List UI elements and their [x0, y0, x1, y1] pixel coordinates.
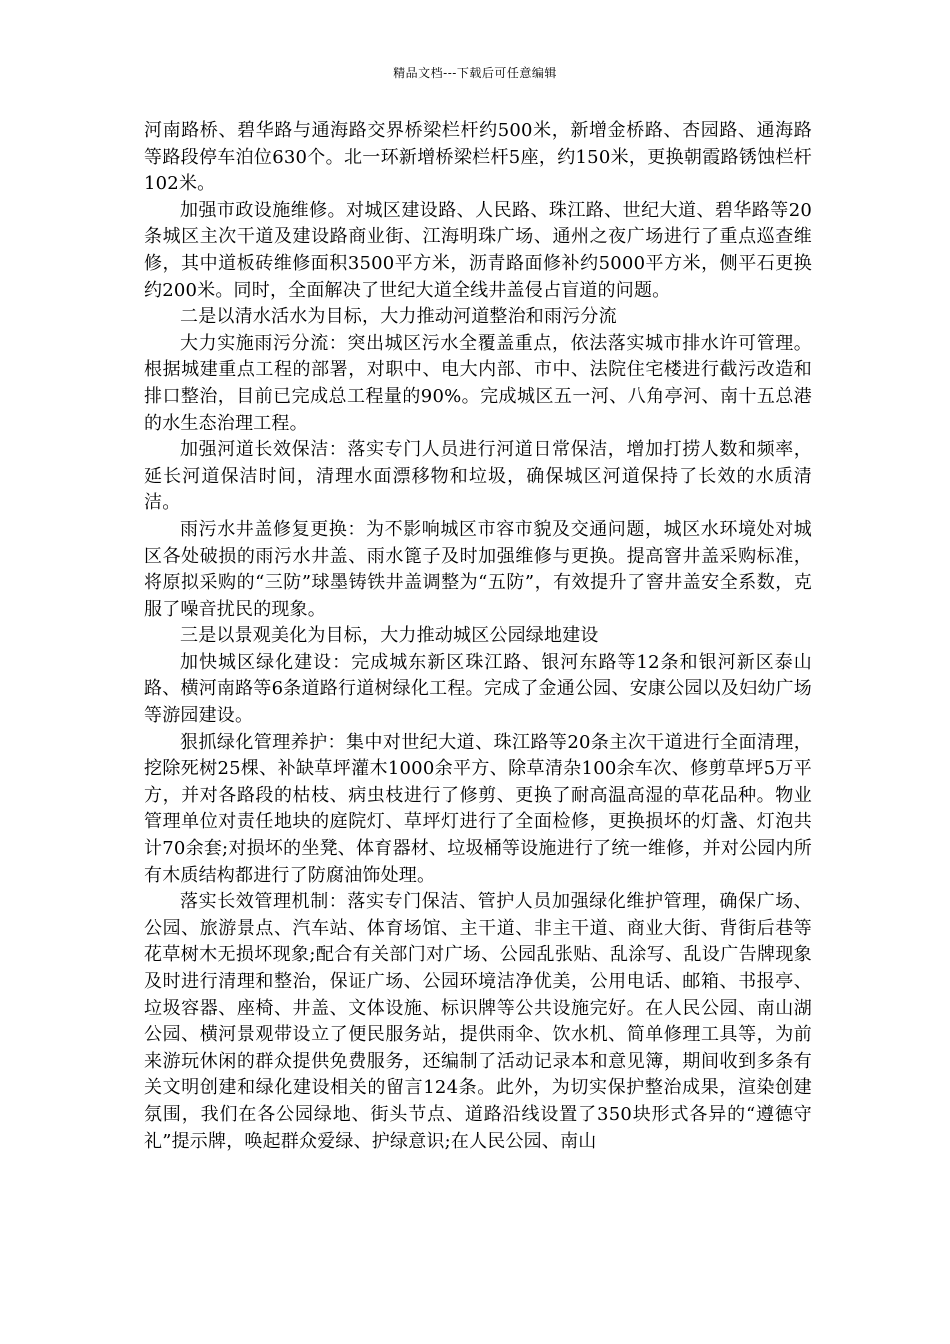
- document-body: [144, 118, 812, 1155]
- paragraph-river-cleaning: 加强河道长效保洁：落实专门人员进行河道日常保洁，增加打捞人数和频率，延长河道保洁时间，清理水面漂移物和垃圾，确保城区河道保持了长效的水质清洁。: [144, 439, 812, 514]
- paragraph-municipal-maintenance: 加强市政设施维修。对城区建设路、人民路、珠江路、世纪大道、碧华路等20条城区主次干道及建设路商业街、江海明珠广场、通州之夜广场进行了重点巡查维修，其中道板砖维修面积3500平方米，沥青路面修补约5000平方米，侧平石更换约200米。同时，全面解决了世纪大道全线井盖侵占盲道的问题。: [144, 199, 812, 301]
- paragraph-greening-maintenance: 狠抓绿化管理养护：集中对世纪大道、珠江路等20条主次干道进行全面清理，挖除死树25棵、补缺草坪灌木1000余平方、除草清杂100余车次、修剪草坪5万平方，并对各路段的枯枝、病虫枝进行了修剪、更换了耐高温高湿的草花品种。物业管理单位对责任地块的庭院灯、草坪灯进行了全面检修，更换损坏的灯盏、灯泡共计70余套;对损坏的坐凳、体育器材、垃圾桶等设施进行了统一维修，并对公园内所有木质结构都进行了防腐油饰处理。: [144, 731, 812, 886]
- paragraph-long-term-mechanism: 落实长效管理机制：落实专门保洁、管护人员加强绿化维护管理，确保广场、公园、旅游景点、汽车站、体育场馆、主干道、非主干道、商业大街、背街后巷等花草树木无损坏现象;配合有关部门对广场、公园乱张贴、乱涂写、乱设广告牌现象及时进行清理和整治，保证广场、公园环境洁净优美，公用电话、邮箱、书报亭、垃圾容器、座椅、井盖、文体设施、标识牌等公共设施完好。在人民公园、南山湖公园、横河景观带设立了便民服务站，提供雨伞、饮水机、简单修理工具等，为前来游玩休闲的群众提供免费服务，还编制了活动记录本和意见簿，期间收到多条有关文明创建和绿化建设相关的留言124条。此外，为切实保护整治成果，渲染创建氛围，我们在各公园绿地、街头节点、道路沿线设置了350块形式各异的“遵德守礼”提示牌，唤起群众爱绿、护绿意识;在人民公园、南山: [144, 891, 812, 1152]
- paragraph-continuation: 河南路桥、碧华路与通海路交界桥梁栏杆约500米，新增金桥路、杏园路、通海路等路段停车泊位630个。北一环新增桥梁栏杆5座，约150米，更换朝霞路锈蚀栏杆102米。: [144, 120, 812, 195]
- paragraph-greening-construction: 加快城区绿化建设：完成城东新区珠江路、银河东路等12条和银河新区泰山路、横河南路等6条道路行道树绿化工程。完成了金通公园、安康公园以及妇幼广场等游园建设。: [144, 651, 812, 727]
- section-heading-river: 二是以清水活水为目标，大力推动河道整治和雨污分流: [180, 306, 617, 328]
- page-header: 精品文档---下载后可任意编辑: [393, 66, 557, 80]
- paragraph-manhole-covers: 雨污水井盖修复更换：为不影响城区市容市貌及交通问题，城区水环境处对城区各处破损的雨污水井盖、雨水篦子及时加强维修与更换。提高窨井盖采购标准，将原拟采购的“三防”球墨铸铁井盖调整为“五防”，有效提升了窨井盖安全系数，克服了噪音扰民的现象。: [144, 518, 812, 620]
- section-heading-landscape: 三是以景观美化为目标，大力推动城区公园绿地建设: [180, 625, 599, 647]
- paragraph-sewage-separation: 大力实施雨污分流：突出城区污水全覆盖重点，依法落实城市排水许可管理。根据城建重点工程的部署，对职中、电大内部、市中、法院住宅楼进行截污改造和排口整治，目前已完成总工程量的90%。完成城区五一河、八角亭河、南十五总港的水生态治理工程。: [144, 332, 812, 434]
